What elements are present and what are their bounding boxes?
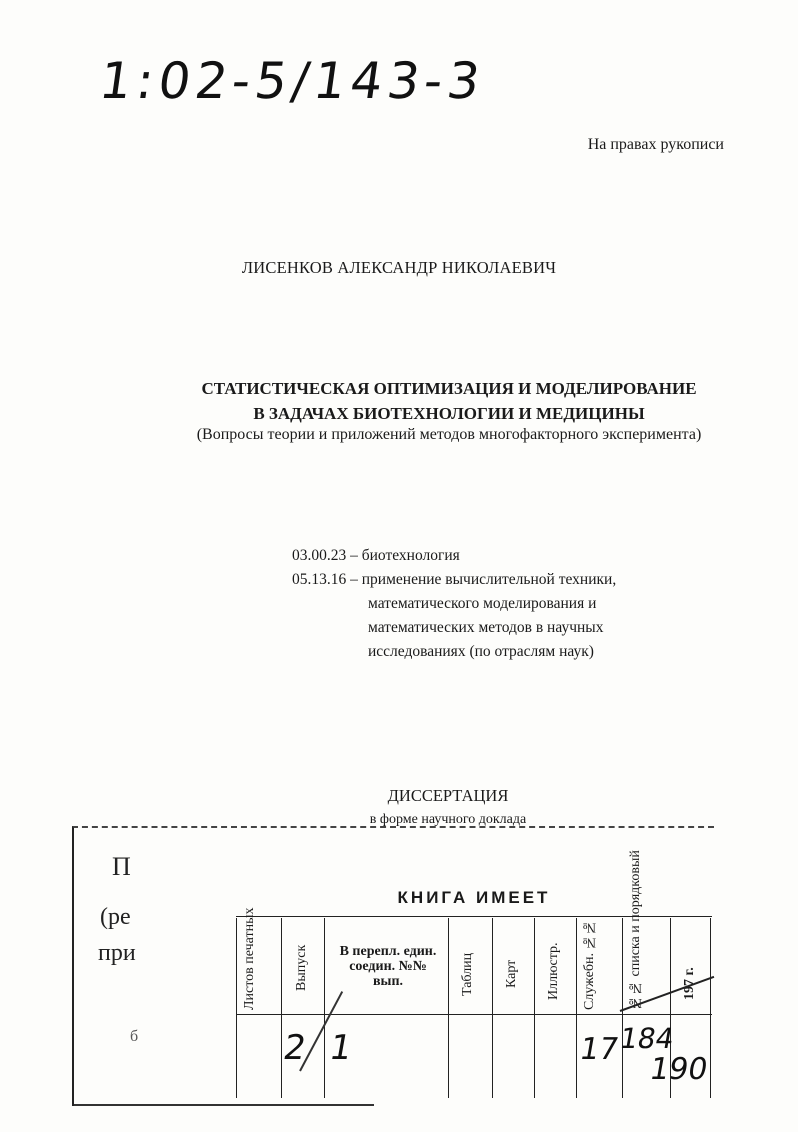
specialty-name-line: применение вычислительной техники, <box>361 571 617 588</box>
specialty-name-line: исследованиях (по отраслям наук) <box>368 643 594 660</box>
table-col-line <box>324 918 325 1098</box>
rights-note: На правах рукописи <box>587 136 724 153</box>
specialty-2: 05.13.16 – применение вычислительной техники, математического моделирования и математических методов в научных исследованиях (по отраслям наук) <box>292 568 616 664</box>
stamp-fragment: б <box>130 1028 139 1045</box>
document-form: в форме научного доклада <box>369 812 527 827</box>
table-col-line <box>236 918 237 1098</box>
column-header-bound-units: В перепл. един. соедин. №№ вып. <box>339 944 437 989</box>
column-header-year: 197 г. <box>682 967 697 1001</box>
title-line-2: В ЗАДАЧАХ БИОТЕХНОЛОГИИ И МЕДИЦИНЫ <box>253 404 645 423</box>
stamp-fragment: (ре <box>100 904 131 930</box>
value-list-number: 184 <box>617 1022 677 1055</box>
specialty-code: 05.13.16 <box>292 571 347 588</box>
value-ordinal: 190 <box>646 1052 711 1087</box>
dissertation-subtitle: (Вопросы теории и приложений методов многофакторного эксперимента) <box>196 426 702 443</box>
column-header-sheets: Листов печатных <box>242 907 257 1010</box>
value-service: 17 <box>576 1032 622 1067</box>
column-header-list-ordinal: №№ списка и порядковый <box>628 850 643 1010</box>
table-col-line <box>576 918 577 1098</box>
stamp-fragment: при <box>98 940 136 966</box>
specialty-1: 03.00.23 – биотехнология <box>292 547 460 564</box>
table-col-line <box>492 918 493 1098</box>
column-header-service-numbers: Служебн. №№ <box>582 919 597 1010</box>
table-col-line <box>448 918 449 1098</box>
document-type: ДИССЕРТАЦИЯ <box>387 786 509 805</box>
author-name: ЛИСЕНКОВ АЛЕКСАНДР НИКОЛАЕВИЧ <box>241 258 557 277</box>
stamp-fragment: П <box>112 852 131 881</box>
specialty-name-line: математических методов в научных <box>368 619 604 636</box>
column-header-illustrations: Иллюстр. <box>546 942 561 1000</box>
table-col-line <box>534 918 535 1098</box>
specialty-code: 03.00.23 <box>292 547 347 564</box>
card-title: КНИГА ИМЕЕТ <box>397 888 551 907</box>
dissertation-title <box>0 376 798 426</box>
table-col-line <box>281 918 282 1098</box>
column-header-maps: Карт <box>504 959 519 989</box>
column-header-tables: Таблиц <box>460 952 475 996</box>
value-sheets: 2 <box>280 1028 310 1068</box>
specialty-name: биотехнология <box>361 547 460 564</box>
title-line-1: СТАТИСТИЧЕСКАЯ ОПТИМИЗАЦИЯ И МОДЕЛИРОВАНИЕ <box>201 379 697 398</box>
table-header-line <box>236 1014 712 1015</box>
table-col-line <box>710 918 711 1098</box>
specialty-name-line: математического моделирования и <box>368 595 597 612</box>
handwritten-archive-number: 1:02-5/143-3 <box>95 52 489 110</box>
column-header-issue: Выпуск <box>294 944 309 992</box>
value-issue: 1 <box>326 1028 356 1068</box>
